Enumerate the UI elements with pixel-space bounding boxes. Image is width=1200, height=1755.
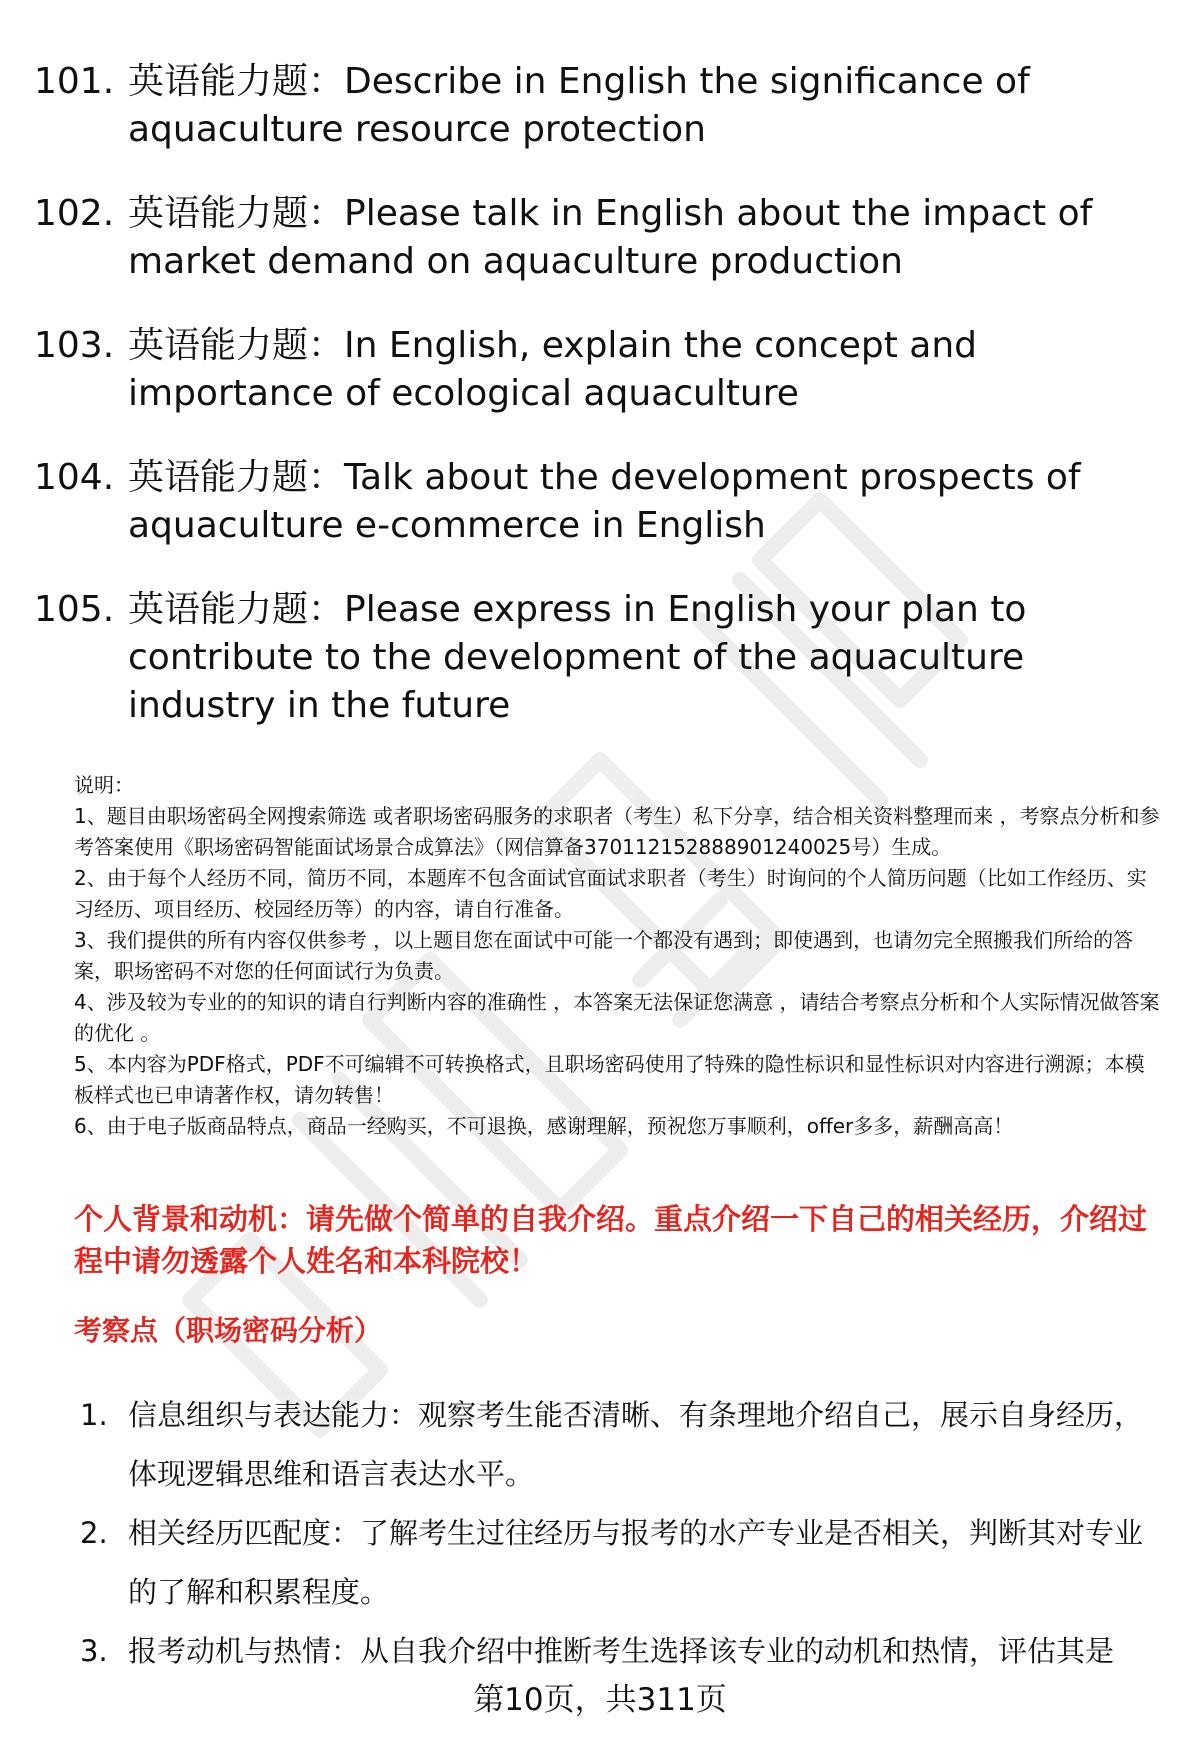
exam-point-item — [80, 1504, 1170, 1622]
question-text: 英语能力题：In English, explain the concept and importance of ecological aquaculture — [128, 325, 977, 414]
question-text: 英语能力题：Describe in English the significance of aquaculture resource protection — [128, 61, 1030, 150]
exam-point-number: 2. — [80, 1516, 108, 1550]
question-number: 102. — [34, 193, 115, 234]
note-item: 1、题目由职场密码全网搜索筛选 或者职场密码服务的求职者（考生）私下分享，结合相关资料整理而来 ，考察点分析和参考答案使用《职场密码智能面试场景合成算法》（网信算备370112152888901240025号）生成。 — [74, 804, 1160, 859]
note-item: 6、由于电子版商品特点，商品一经购买，不可退换，感谢理解，预祝您万事顺利，offer多多，薪酬高高！ — [74, 1114, 1014, 1138]
section-heading-exam-points: 考察点（职场密码分析） — [74, 1314, 383, 1347]
notes-title: 说明： — [74, 773, 134, 797]
exam-point-item — [80, 1622, 1170, 1681]
question-text: 英语能力题：Please express in English your plan to contribute to the development of the aquaculture industry in the future — [128, 589, 1027, 726]
exam-points-list — [80, 1386, 1170, 1681]
note-item: 2、由于每个人经历不同，简历不同，本题库不包含面试官面试求职者（考生）时询问的个人简历问题（比如工作经历、实习经历、项目经历、校园经历等）的内容，请自行准备。 — [74, 866, 1147, 921]
page-footer: 第10页，共311页 — [473, 1682, 727, 1718]
question-number: 101. — [34, 61, 115, 102]
notes-section — [74, 770, 1164, 1142]
question-number: 104. — [34, 457, 115, 498]
note-item: 3、我们提供的所有内容仅供参考 ，以上题目您在面试中可能一个都没有遇到；即使遇到，也请勿完全照搬我们所给的答案，职场密码不对您的任何面试行为负责。 — [74, 928, 1134, 983]
question-item — [34, 190, 1174, 286]
question-item — [34, 322, 1174, 418]
question-text: 英语能力题：Talk about the development prospects of aquaculture e-commerce in English — [128, 457, 1081, 546]
exam-point-number: 3. — [80, 1634, 108, 1668]
question-number: 105. — [34, 589, 115, 630]
exam-point-item — [80, 1386, 1170, 1504]
section-heading-self-intro: 个人背景和动机：请先做个简单的自我介绍。重点介绍一下自己的相关经历，介绍过程中请勿透露个人姓名和本科院校！ — [74, 1202, 1148, 1278]
exam-point-text: 报考动机与热情：从自我介绍中推断考生选择该专业的动机和热情，评估其是 — [128, 1634, 1115, 1668]
exam-point-text: 信息组织与表达能力：观察考生能否清晰、有条理地介绍自己，展示自身经历，体现逻辑思维和语言表达水平。 — [128, 1398, 1144, 1491]
question-item — [34, 586, 1174, 730]
note-item: 5、本内容为PDF格式，PDF不可编辑不可转换格式，且职场密码使用了特殊的隐性标识和显性标识对内容进行溯源；本模板样式也已申请著作权，请勿转售！ — [74, 1052, 1145, 1107]
question-item — [34, 454, 1174, 550]
question-item — [34, 58, 1174, 154]
note-item: 4、涉及较为专业的的知识的请自行判断内容的准确性 ，本答案无法保证您满意 ，请结合考察点分析和个人实际情况做答案的优化 。 — [74, 990, 1160, 1045]
exam-point-text: 相关经历匹配度：了解考生过往经历与报考的水产专业是否相关，判断其对专业的了解和积累程度。 — [128, 1516, 1144, 1609]
question-list — [34, 58, 1174, 766]
question-number: 103. — [34, 325, 115, 366]
question-text: 英语能力题：Please talk in English about the impact of market demand on aquaculture production — [128, 193, 1093, 282]
exam-point-number: 1. — [80, 1398, 108, 1432]
